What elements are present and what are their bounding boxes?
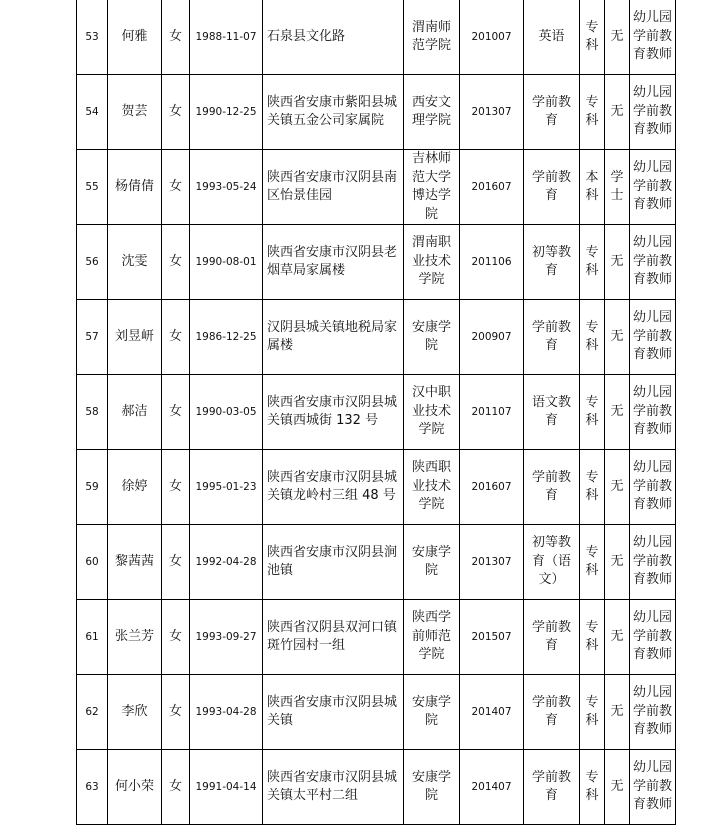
school-cell: 渭南师范学院 (404, 0, 460, 75)
school-cell: 汉中职业技术学院 (404, 375, 460, 450)
education-level-cell: 专科 (580, 225, 605, 300)
name-cell: 徐婷 (108, 450, 162, 525)
row-number-cell: 62 (77, 675, 108, 750)
position-cell: 幼儿园学前教育教师 (630, 450, 676, 525)
name-cell: 贺芸 (108, 75, 162, 150)
address-cell: 陕西省安康市汉阴县城关镇西城街 132 号 (263, 375, 404, 450)
gender-cell: 女 (162, 300, 190, 375)
major-cell: 学前教育 (524, 450, 580, 525)
degree-cell: 无 (605, 600, 630, 675)
graduation-date-cell: 201507 (460, 600, 524, 675)
table-row (77, 150, 676, 225)
row-number-cell: 58 (77, 375, 108, 450)
row-number-cell: 56 (77, 225, 108, 300)
education-level-cell: 本科 (580, 150, 605, 225)
row-number-cell: 63 (77, 750, 108, 825)
position-cell: 幼儿园学前教育教师 (630, 675, 676, 750)
row-number-cell: 57 (77, 300, 108, 375)
position-cell: 幼儿园学前教育教师 (630, 375, 676, 450)
name-cell: 黎茜茜 (108, 525, 162, 600)
graduation-date-cell: 201106 (460, 225, 524, 300)
name-cell: 杨倩倩 (108, 150, 162, 225)
table-row (77, 300, 676, 375)
birth-date-cell: 1991-04-14 (190, 750, 263, 825)
table-row (77, 75, 676, 150)
name-cell: 刘昱岍 (108, 300, 162, 375)
birth-date-cell: 1993-05-24 (190, 150, 263, 225)
degree-cell: 无 (605, 75, 630, 150)
gender-cell: 女 (162, 750, 190, 825)
birth-date-cell: 1990-08-01 (190, 225, 263, 300)
degree-cell: 无 (605, 225, 630, 300)
graduation-date-cell: 201307 (460, 75, 524, 150)
position-cell: 幼儿园学前教育教师 (630, 750, 676, 825)
major-cell: 初等教育 (524, 225, 580, 300)
row-number-cell: 59 (77, 450, 108, 525)
education-level-cell: 专科 (580, 600, 605, 675)
name-cell: 何小荣 (108, 750, 162, 825)
gender-cell: 女 (162, 450, 190, 525)
major-cell: 学前教育 (524, 300, 580, 375)
birth-date-cell: 1986-12-25 (190, 300, 263, 375)
graduation-date-cell: 201607 (460, 450, 524, 525)
degree-cell: 无 (605, 450, 630, 525)
name-cell: 沈雯 (108, 225, 162, 300)
gender-cell: 女 (162, 375, 190, 450)
major-cell: 学前教育 (524, 75, 580, 150)
major-cell: 英语 (524, 0, 580, 75)
name-cell: 张兰芳 (108, 600, 162, 675)
table-row (77, 225, 676, 300)
education-level-cell: 专科 (580, 525, 605, 600)
address-cell: 陕西省汉阴县双河口镇斑竹园村一组 (263, 600, 404, 675)
major-cell: 学前教育 (524, 750, 580, 825)
position-cell: 幼儿园学前教育教师 (630, 225, 676, 300)
graduation-date-cell: 201007 (460, 0, 524, 75)
name-cell: 何雅 (108, 0, 162, 75)
birth-date-cell: 1992-04-28 (190, 525, 263, 600)
school-cell: 安康学院 (404, 750, 460, 825)
school-cell: 陕西职业技术学院 (404, 450, 460, 525)
address-cell: 陕西省安康市汉阴县涧池镇 (263, 525, 404, 600)
school-cell: 渭南职业技术学院 (404, 225, 460, 300)
table-row (77, 600, 676, 675)
graduation-date-cell: 201607 (460, 150, 524, 225)
table-row (77, 750, 676, 825)
school-cell: 安康学院 (404, 300, 460, 375)
table-row (77, 0, 676, 75)
position-cell: 幼儿园学前教育教师 (630, 150, 676, 225)
degree-cell: 无 (605, 675, 630, 750)
gender-cell: 女 (162, 150, 190, 225)
position-cell: 幼儿园学前教育教师 (630, 525, 676, 600)
gender-cell: 女 (162, 225, 190, 300)
row-number-cell: 53 (77, 0, 108, 75)
name-cell: 郝洁 (108, 375, 162, 450)
major-cell: 初等教育（语文） (524, 525, 580, 600)
address-cell: 汉阴县城关镇地税局家属楼 (263, 300, 404, 375)
table-row (77, 375, 676, 450)
degree-cell: 无 (605, 750, 630, 825)
major-cell: 学前教育 (524, 150, 580, 225)
education-level-cell: 专科 (580, 300, 605, 375)
degree-cell: 无 (605, 300, 630, 375)
degree-cell: 无 (605, 525, 630, 600)
address-cell: 陕西省安康市汉阴县南区怡景佳园 (263, 150, 404, 225)
education-level-cell: 专科 (580, 75, 605, 150)
gender-cell: 女 (162, 525, 190, 600)
row-number-cell: 55 (77, 150, 108, 225)
graduation-date-cell: 200907 (460, 300, 524, 375)
row-number-cell: 61 (77, 600, 108, 675)
row-number-cell: 60 (77, 525, 108, 600)
major-cell: 学前教育 (524, 675, 580, 750)
education-level-cell: 专科 (580, 450, 605, 525)
school-cell: 西安文理学院 (404, 75, 460, 150)
graduation-date-cell: 201307 (460, 525, 524, 600)
table-body (77, 0, 676, 825)
major-cell: 语文教育 (524, 375, 580, 450)
gender-cell: 女 (162, 75, 190, 150)
degree-cell: 无 (605, 375, 630, 450)
address-cell: 石泉县文化路 (263, 0, 404, 75)
degree-cell: 无 (605, 0, 630, 75)
graduation-date-cell: 201407 (460, 675, 524, 750)
gender-cell: 女 (162, 675, 190, 750)
position-cell: 幼儿园学前教育教师 (630, 0, 676, 75)
position-cell: 幼儿园学前教育教师 (630, 300, 676, 375)
row-number-cell: 54 (77, 75, 108, 150)
degree-cell: 学士 (605, 150, 630, 225)
birth-date-cell: 1993-04-28 (190, 675, 263, 750)
address-cell: 陕西省安康市紫阳县城关镇五金公司家属院 (263, 75, 404, 150)
graduation-date-cell: 201407 (460, 750, 524, 825)
address-cell: 陕西省安康市汉阴县城关镇太平村二组 (263, 750, 404, 825)
birth-date-cell: 1990-12-25 (190, 75, 263, 150)
school-cell: 安康学院 (404, 675, 460, 750)
school-cell: 吉林师范大学博达学院 (404, 150, 460, 225)
applicant-table (76, 0, 676, 825)
address-cell: 陕西省安康市汉阴县城关镇龙岭村三组 48 号 (263, 450, 404, 525)
school-cell: 陕西学前师范学院 (404, 600, 460, 675)
birth-date-cell: 1993-09-27 (190, 600, 263, 675)
position-cell: 幼儿园学前教育教师 (630, 600, 676, 675)
gender-cell: 女 (162, 600, 190, 675)
address-cell: 陕西省安康市汉阴县城关镇 (263, 675, 404, 750)
education-level-cell: 专科 (580, 675, 605, 750)
graduation-date-cell: 201107 (460, 375, 524, 450)
education-level-cell: 专科 (580, 0, 605, 75)
birth-date-cell: 1988-11-07 (190, 0, 263, 75)
table-row (77, 450, 676, 525)
table-row (77, 525, 676, 600)
position-cell: 幼儿园学前教育教师 (630, 75, 676, 150)
address-cell: 陕西省安康市汉阴县老烟草局家属楼 (263, 225, 404, 300)
major-cell: 学前教育 (524, 600, 580, 675)
gender-cell: 女 (162, 0, 190, 75)
name-cell: 李欣 (108, 675, 162, 750)
birth-date-cell: 1990-03-05 (190, 375, 263, 450)
education-level-cell: 专科 (580, 750, 605, 825)
table-row (77, 675, 676, 750)
birth-date-cell: 1995-01-23 (190, 450, 263, 525)
school-cell: 安康学院 (404, 525, 460, 600)
education-level-cell: 专科 (580, 375, 605, 450)
